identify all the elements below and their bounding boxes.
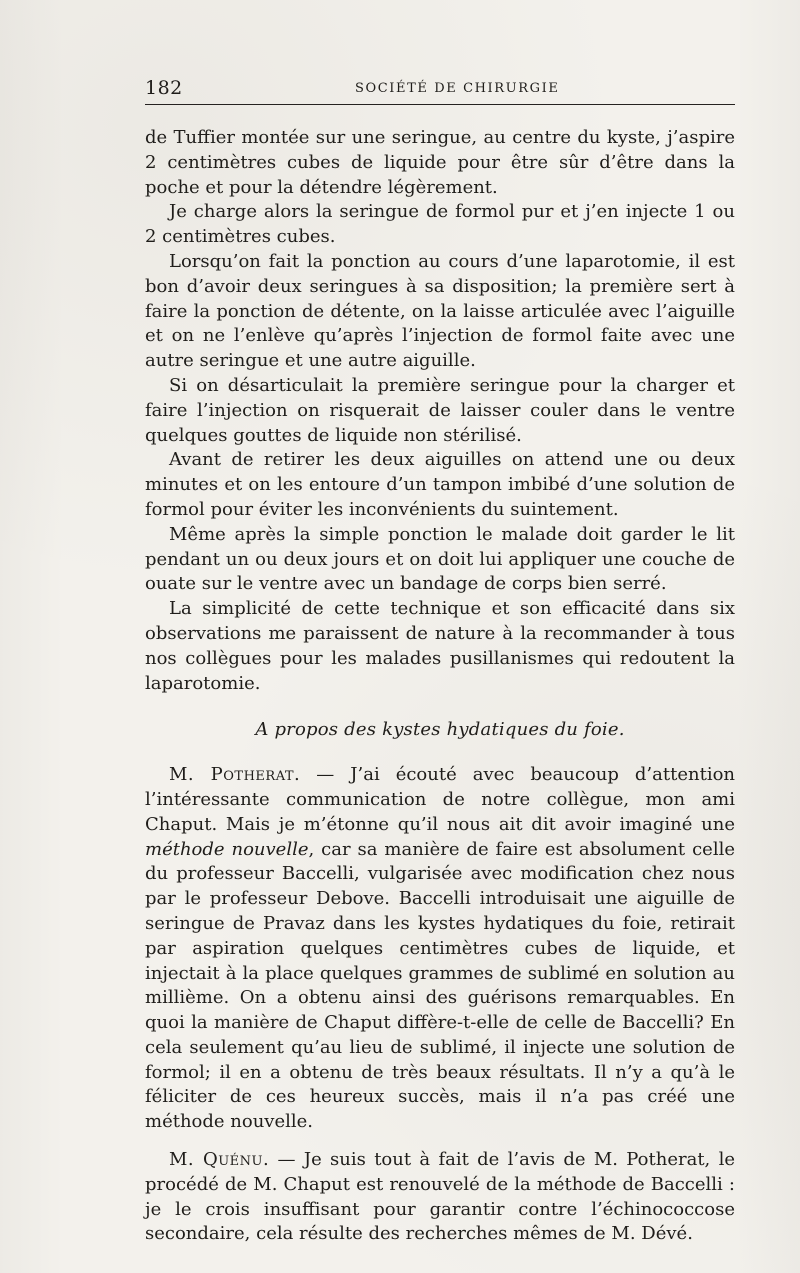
speaker-quenu: M. Quénu. [169, 1149, 270, 1171]
paragraph-2: Je charge alors la seringue de formol pur et j’en injecte 1 ou 2 centimètres cubes. [145, 201, 735, 248]
speaker-potherat: M. Potherat. [169, 764, 301, 786]
document-body [145, 126, 735, 1247]
paragraph-4: Si on désarticulait la première seringue pour la charger et faire l’injection on risquerait de laisser couler dans le ventre quelques gouttes de liquide non stérilisé. [145, 374, 735, 446]
page-number: 182 [145, 77, 183, 99]
section-title: A propos des kystes hydatiques du foie. [255, 719, 625, 741]
potherat-paragraph [145, 763, 735, 1135]
running-head: SOCIÉTÉ DE CHIRURGIE [355, 81, 560, 96]
potherat-text-after-italic: , car sa manière de faire est absolument celle du professeur Baccelli, vulgarisée avec modification chez nous par le professeur Debove. Baccelli introduisait une aiguille de seringue de Pravaz dans les kystes hydatiques du foie, retirait par aspiration quelques centimètres cubes de liquide, et injectait à la place quelques grammes de sublimé en solution au millième. On a obtenu ainsi des guérisons remarquables. En quoi la manière de Chaput diffère-t-elle de celle de Baccelli? En cela seulement qu’au lieu de sublimé, il injecte une solution de formol; il en a obtenu de très beaux résultats. Il n’y a qu’à le féliciter de ces heureux succès, mais il n’a pas créé une méthode nouvelle. [145, 838, 735, 1133]
paragraph-5: Avant de retirer les deux aiguilles on attend une ou deux minutes et on les entoure d’un tampon imbibé d’une solution de formol pour éviter les inconvénients du suintement. [145, 449, 735, 520]
paragraph-7: La simplicité de cette technique et son efficacité dans six observations me paraissent de nature à la recommander à tous nos collègues pour les malades pusillanismes qui redoutent la laparotomie. [145, 598, 735, 694]
potherat-text-before-italic: — J’ai écouté avec beaucoup d’attention l’intéressante communication de notre collègue, mon ami Chaput. Mais je m’étonne qu’il nous ait dit avoir imaginé une [145, 764, 736, 835]
paragraph-3: Lorsqu’on fait la ponction au cours d’une laparotomie, il est bon d’avoir deux seringues à sa disposition; la première sert à faire la ponction de détente, on la laisse articulée avec l’aiguille et on ne l’enlève qu’après l’injection de formol faite avec une autre seringue et une autre aiguille. [145, 250, 735, 372]
quenu-text: — Je suis tout à fait de l’avis de M. Potherat, le procédé de M. Chaput est renouvelé de la méthode de Baccelli : je le crois insuffisant pour garantir contre l’échinococcose secondaire, cela résulte des recherches mêmes de M. Dévé. [145, 1149, 735, 1245]
paragraph-6: Même après la simple ponction le malade doit garder le lit pendant un ou deux jours et on doit lui appliquer une couche de ouate sur le ventre avec un bandage de corps bien serré. [145, 523, 735, 595]
header-rule [145, 104, 735, 105]
paragraph-1: de Tuffier montée sur une seringue, au centre du kyste, j’aspire 2 centimètres cubes de liquide pour être sûr d’être dans la poche et pour la détendre légèrement. [145, 127, 735, 198]
quenu-paragraph [145, 1148, 735, 1247]
potherat-italic-text: méthode nouvelle [145, 838, 309, 860]
page-header [145, 77, 735, 107]
